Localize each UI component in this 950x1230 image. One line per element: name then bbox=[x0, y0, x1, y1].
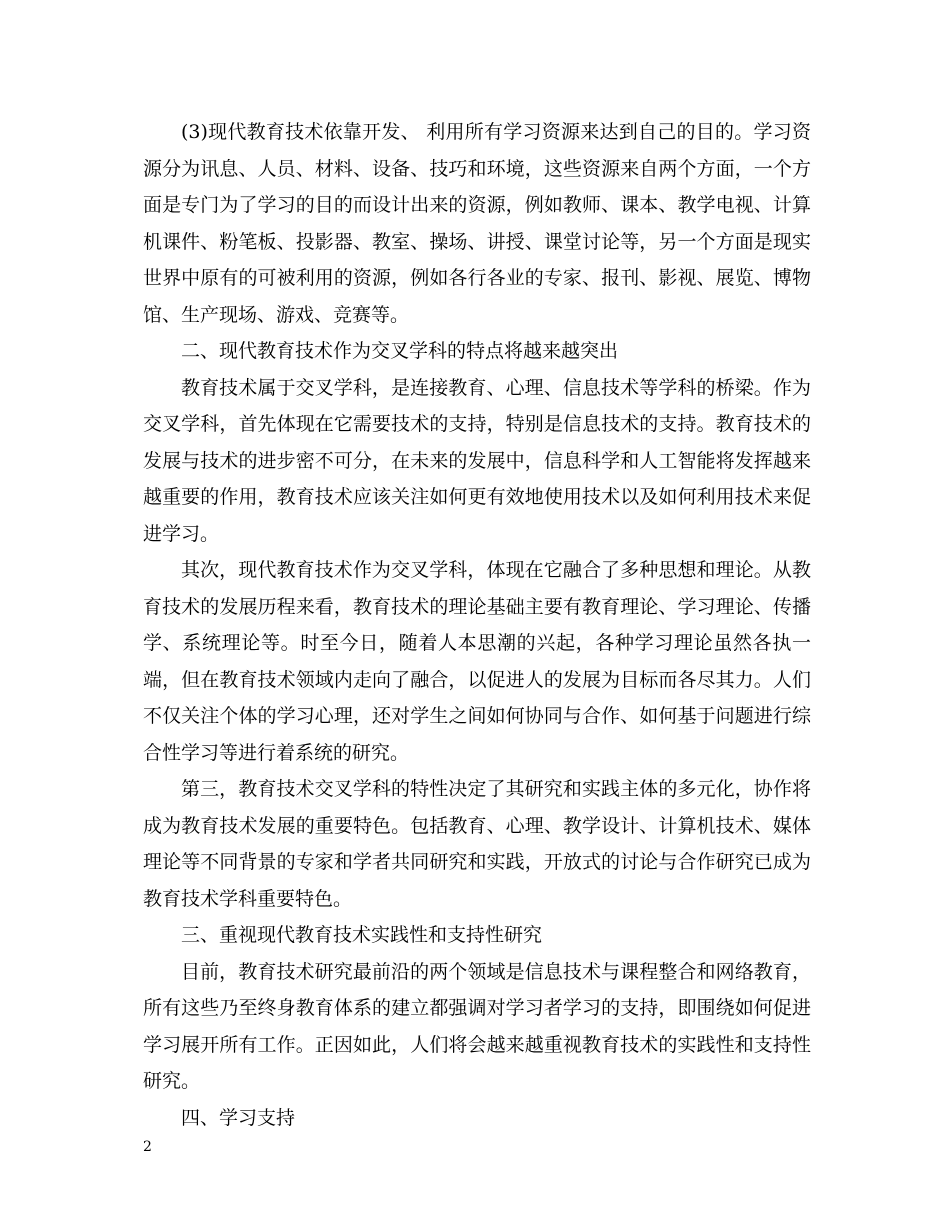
section-heading-learning-support: 四、学习支持 bbox=[181, 1106, 296, 1129]
paragraph-theory-fusion: 其次，现代教育技术作为交叉学科，体现在它融合了多种思想和理论。从教育技术的发展历程来看，教育技术的理论基础主要有教育理论、学习理论、传播学、系统理论等。时至今日，随着人本思潮的兴起，各种学习理论虽然各执一端，但在教育技术领域内走向了融合，以促进人的发展为目标而各尽其力。人们不仅关注个体的学习心理，还对学生之间如何协同与合作、如何基于问题进行综合性学习等进行着系统的研究。 bbox=[143, 559, 811, 764]
paragraph-learning-resources: (3)现代教育技术依靠开发、 利用所有学习资源来达到自己的目的。学习资源分为讯息、人员、材料、设备、技巧和环境，这些资源来自两个方面，一个方面是专门为了学习的目的而设计出来的资源，例如教师、课本、教学电视、计算机课件、粉笔板、投影器、教室、操场、讲授、课堂讨论等，另一个方面是现实世界中原有的可被利用的资源，例如各行各业的专家、报刊、影视、展览、博物馆、生产现场、游戏、竞赛等。 bbox=[143, 121, 811, 326]
section-heading-practice-support: 三、重视现代教育技术实践性和支持性研究 bbox=[181, 924, 543, 946]
paragraph-bridge-discipline: 教育技术属于交叉学科，是连接教育、心理、信息技术等学科的桥梁。作为交叉学科，首先体现在它需要技术的支持，特别是信息技术的支持。教育技术的发展与技术的进步密不可分，在未来的发展中，信息科学和人工智能将发挥越来越重要的作用，教育技术应该关注如何更有效地使用技术以及如何利用技术来促进学习。 bbox=[143, 376, 811, 545]
page-number: 2 bbox=[143, 1139, 152, 1155]
paragraph-collaboration: 第三，教育技术交叉学科的特性决定了其研究和实践主体的多元化，协作将成为教育技术发展的重要特色。包括教育、心理、教学设计、计算机技术、媒体理论等不同背景的专家和学者共同研究和实践，开放式的讨论与合作研究已成为教育技术学科重要特色。 bbox=[143, 778, 811, 910]
paragraph-frontier-fields: 目前，教育技术研究最前沿的两个领域是信息技术与课程整合和网络教育，所有这些乃至终身教育体系的建立都强调对学习者学习的支持，即围绕如何促进学习展开所有工作。正因如此，人们将会越来越重视教育技术的实践性和支持性研究。 bbox=[143, 960, 811, 1092]
document-body bbox=[143, 114, 811, 1136]
section-heading-interdisciplinary: 二、现代教育技术作为交叉学科的特点将越来越突出 bbox=[181, 340, 619, 362]
